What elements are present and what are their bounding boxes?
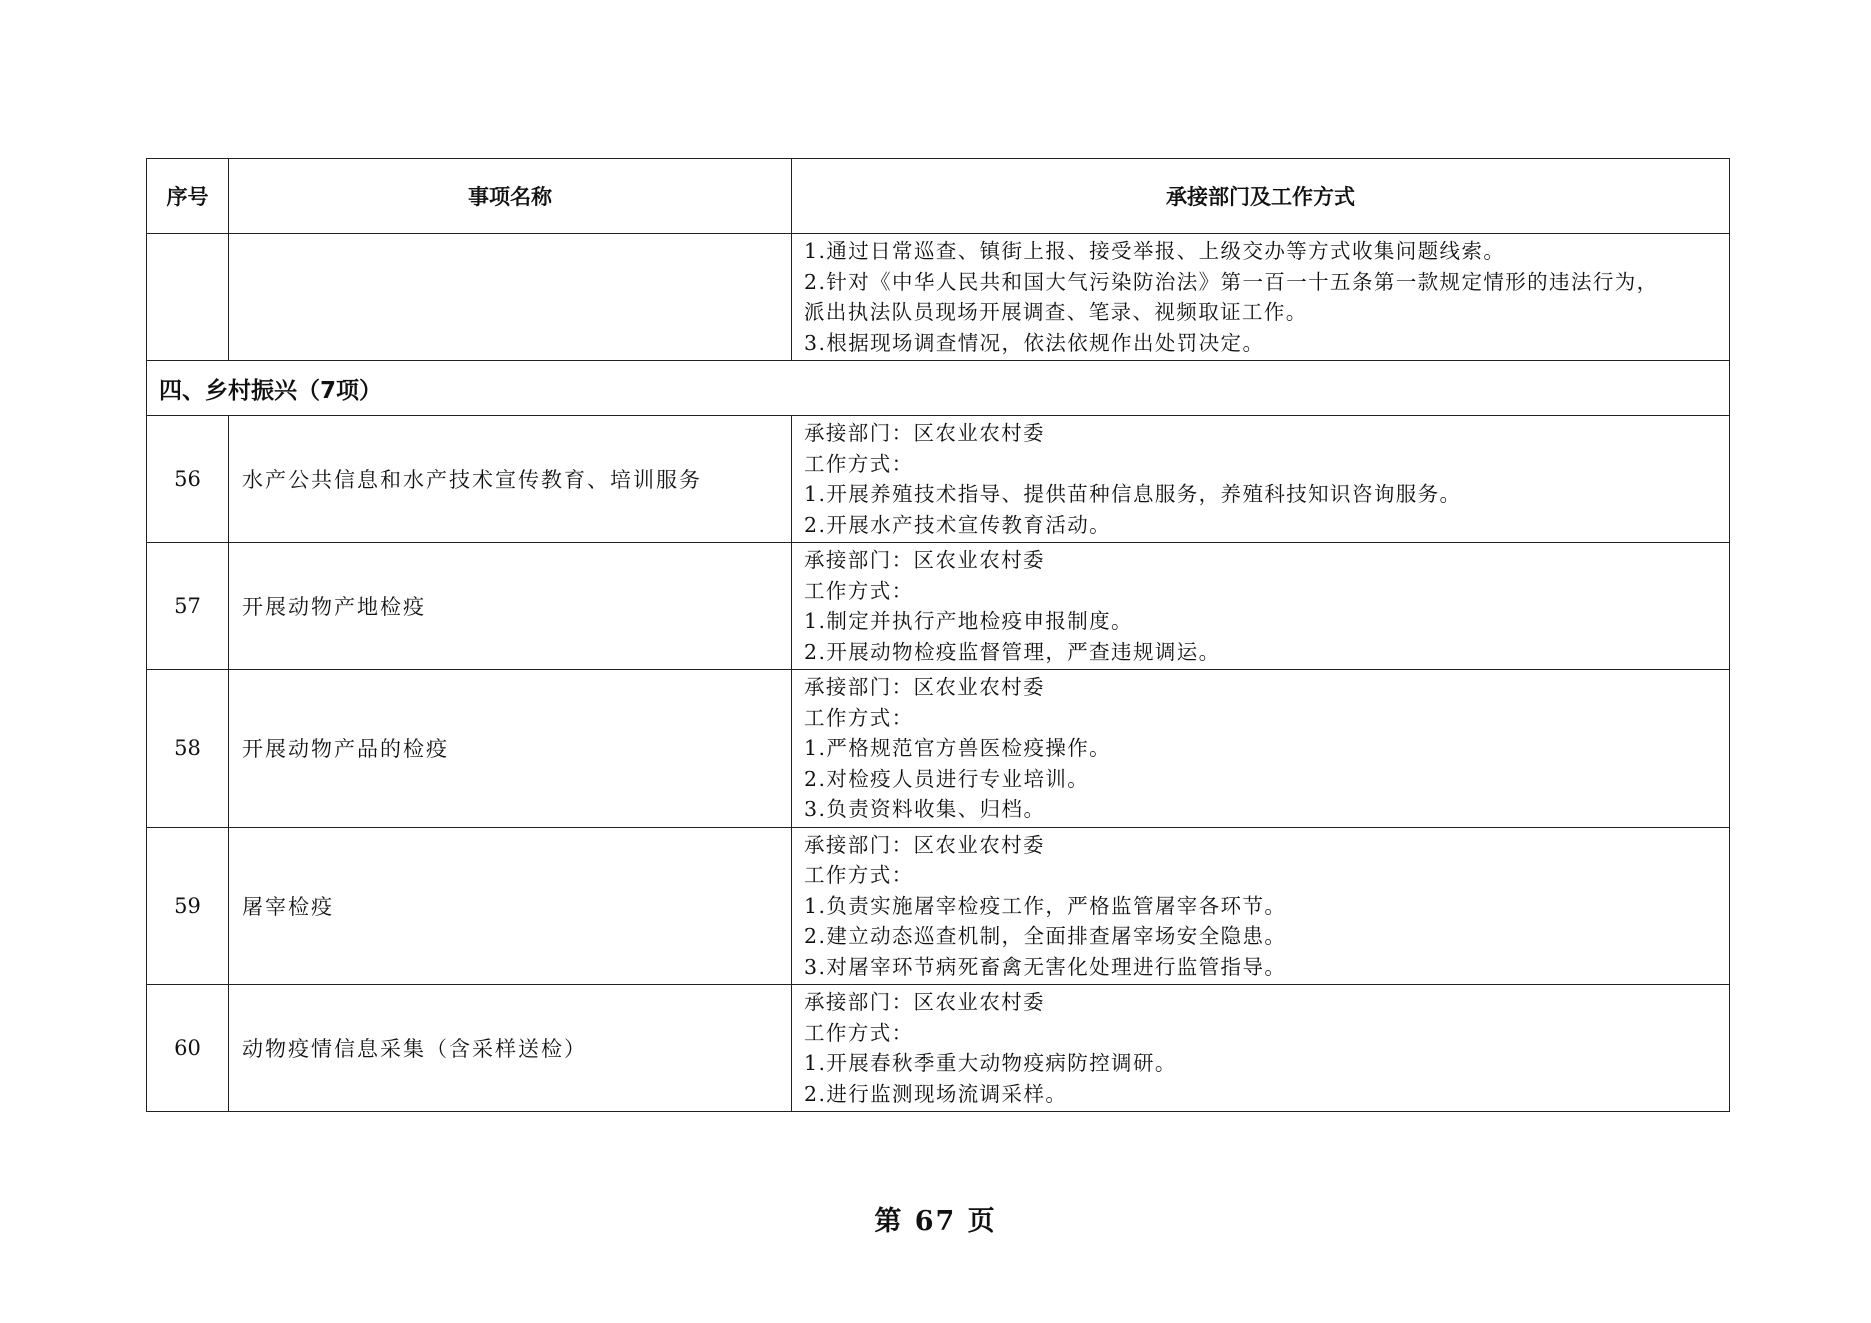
method-line: 工作方式： xyxy=(804,1020,914,1045)
cell-department-and-method xyxy=(792,543,1730,670)
method-line: 工作方式： xyxy=(804,451,914,476)
cell-department-and-method xyxy=(792,234,1730,361)
method-line: 2.进行监测现场流调采样。 xyxy=(804,1081,1068,1106)
cell-serial-number xyxy=(147,234,229,361)
cell-item-name: 开展动物产地检疫 xyxy=(229,543,792,670)
method-line: 2.开展水产技术宣传教育活动。 xyxy=(804,512,1112,537)
method-line: 1.通过日常巡查、镇街上报、接受举报、上级交办等方式收集问题线索。 xyxy=(804,239,1506,263)
method-line: 3.根据现场调查情况，依法依规作出处罚决定。 xyxy=(804,330,1265,355)
table-row xyxy=(147,985,1730,1112)
method-line: 2.针对《中华人民共和国大气污染防治法》第一百一十五条第一款规定情形的违法行为， xyxy=(804,269,1659,294)
cell-item-name: 水产公共信息和水产技术宣传教育、培训服务 xyxy=(229,416,792,543)
table-row xyxy=(147,416,1730,543)
method-line: 1.严格规范官方兽医检疫操作。 xyxy=(804,736,1112,760)
page-number: 第 67 页 xyxy=(874,1206,997,1237)
cell-department-and-method xyxy=(792,827,1730,985)
method-line: 承接部门：区农业农村委 xyxy=(804,548,1045,572)
method-line: 工作方式： xyxy=(804,578,914,603)
table-row xyxy=(147,827,1730,985)
method-line: 承接部门：区农业农村委 xyxy=(804,832,1045,857)
method-line: 1.开展养殖技术指导、提供苗种信息服务，养殖科技知识咨询服务。 xyxy=(804,482,1462,506)
method-line: 承接部门：区农业农村委 xyxy=(804,675,1045,699)
method-line: 3.负责资料收集、归档。 xyxy=(804,797,1046,821)
header-item-name: 事项名称 xyxy=(229,159,792,234)
table-row-continued xyxy=(147,234,1730,361)
items-table xyxy=(146,158,1730,1112)
cell-item-name: 动物疫情信息采集（含采样送检） xyxy=(229,985,792,1112)
method-line: 1.制定并执行产地检疫申报制度。 xyxy=(804,609,1133,633)
cell-serial-number: 58 xyxy=(147,670,229,828)
method-line: 1.负责实施屠宰检疫工作，严格监管屠宰各环节。 xyxy=(804,893,1287,918)
method-line: 派出执法队员现场开展调查、笔录、视频取证工作。 xyxy=(804,300,1308,324)
cell-serial-number: 59 xyxy=(147,827,229,985)
cell-item-name: 屠宰检疫 xyxy=(229,827,792,985)
cell-serial-number: 60 xyxy=(147,985,229,1112)
table-header-row xyxy=(147,159,1730,234)
table-row xyxy=(147,670,1730,828)
method-line: 2.建立动态巡查机制，全面排查屠宰场安全隐患。 xyxy=(804,924,1287,948)
cell-item-name: 开展动物产品的检疫 xyxy=(229,670,792,828)
method-line: 1.开展春秋季重大动物疫病防控调研。 xyxy=(804,1051,1177,1075)
cell-department-and-method xyxy=(792,670,1730,828)
method-line: 工作方式： xyxy=(804,863,914,887)
method-line: 工作方式： xyxy=(804,705,914,730)
cell-department-and-method xyxy=(792,985,1730,1112)
section-title: 四、乡村振兴（7项） xyxy=(147,361,1730,416)
cell-department-and-method xyxy=(792,416,1730,543)
header-department-and-method: 承接部门及工作方式 xyxy=(792,159,1730,234)
method-line: 2.对检疫人员进行专业培训。 xyxy=(804,766,1090,791)
method-line: 2.开展动物检疫监督管理，严查违规调运。 xyxy=(804,639,1221,664)
cell-serial-number: 57 xyxy=(147,543,229,670)
header-serial-number: 序号 xyxy=(147,159,229,234)
method-line: 承接部门：区农业农村委 xyxy=(804,421,1045,445)
cell-serial-number: 56 xyxy=(147,416,229,543)
table-row xyxy=(147,543,1730,670)
section-row xyxy=(147,361,1730,416)
method-line: 承接部门：区农业农村委 xyxy=(804,990,1045,1014)
cell-item-name xyxy=(229,234,792,361)
method-line: 3.对屠宰环节病死畜禽无害化处理进行监管指导。 xyxy=(804,954,1287,979)
